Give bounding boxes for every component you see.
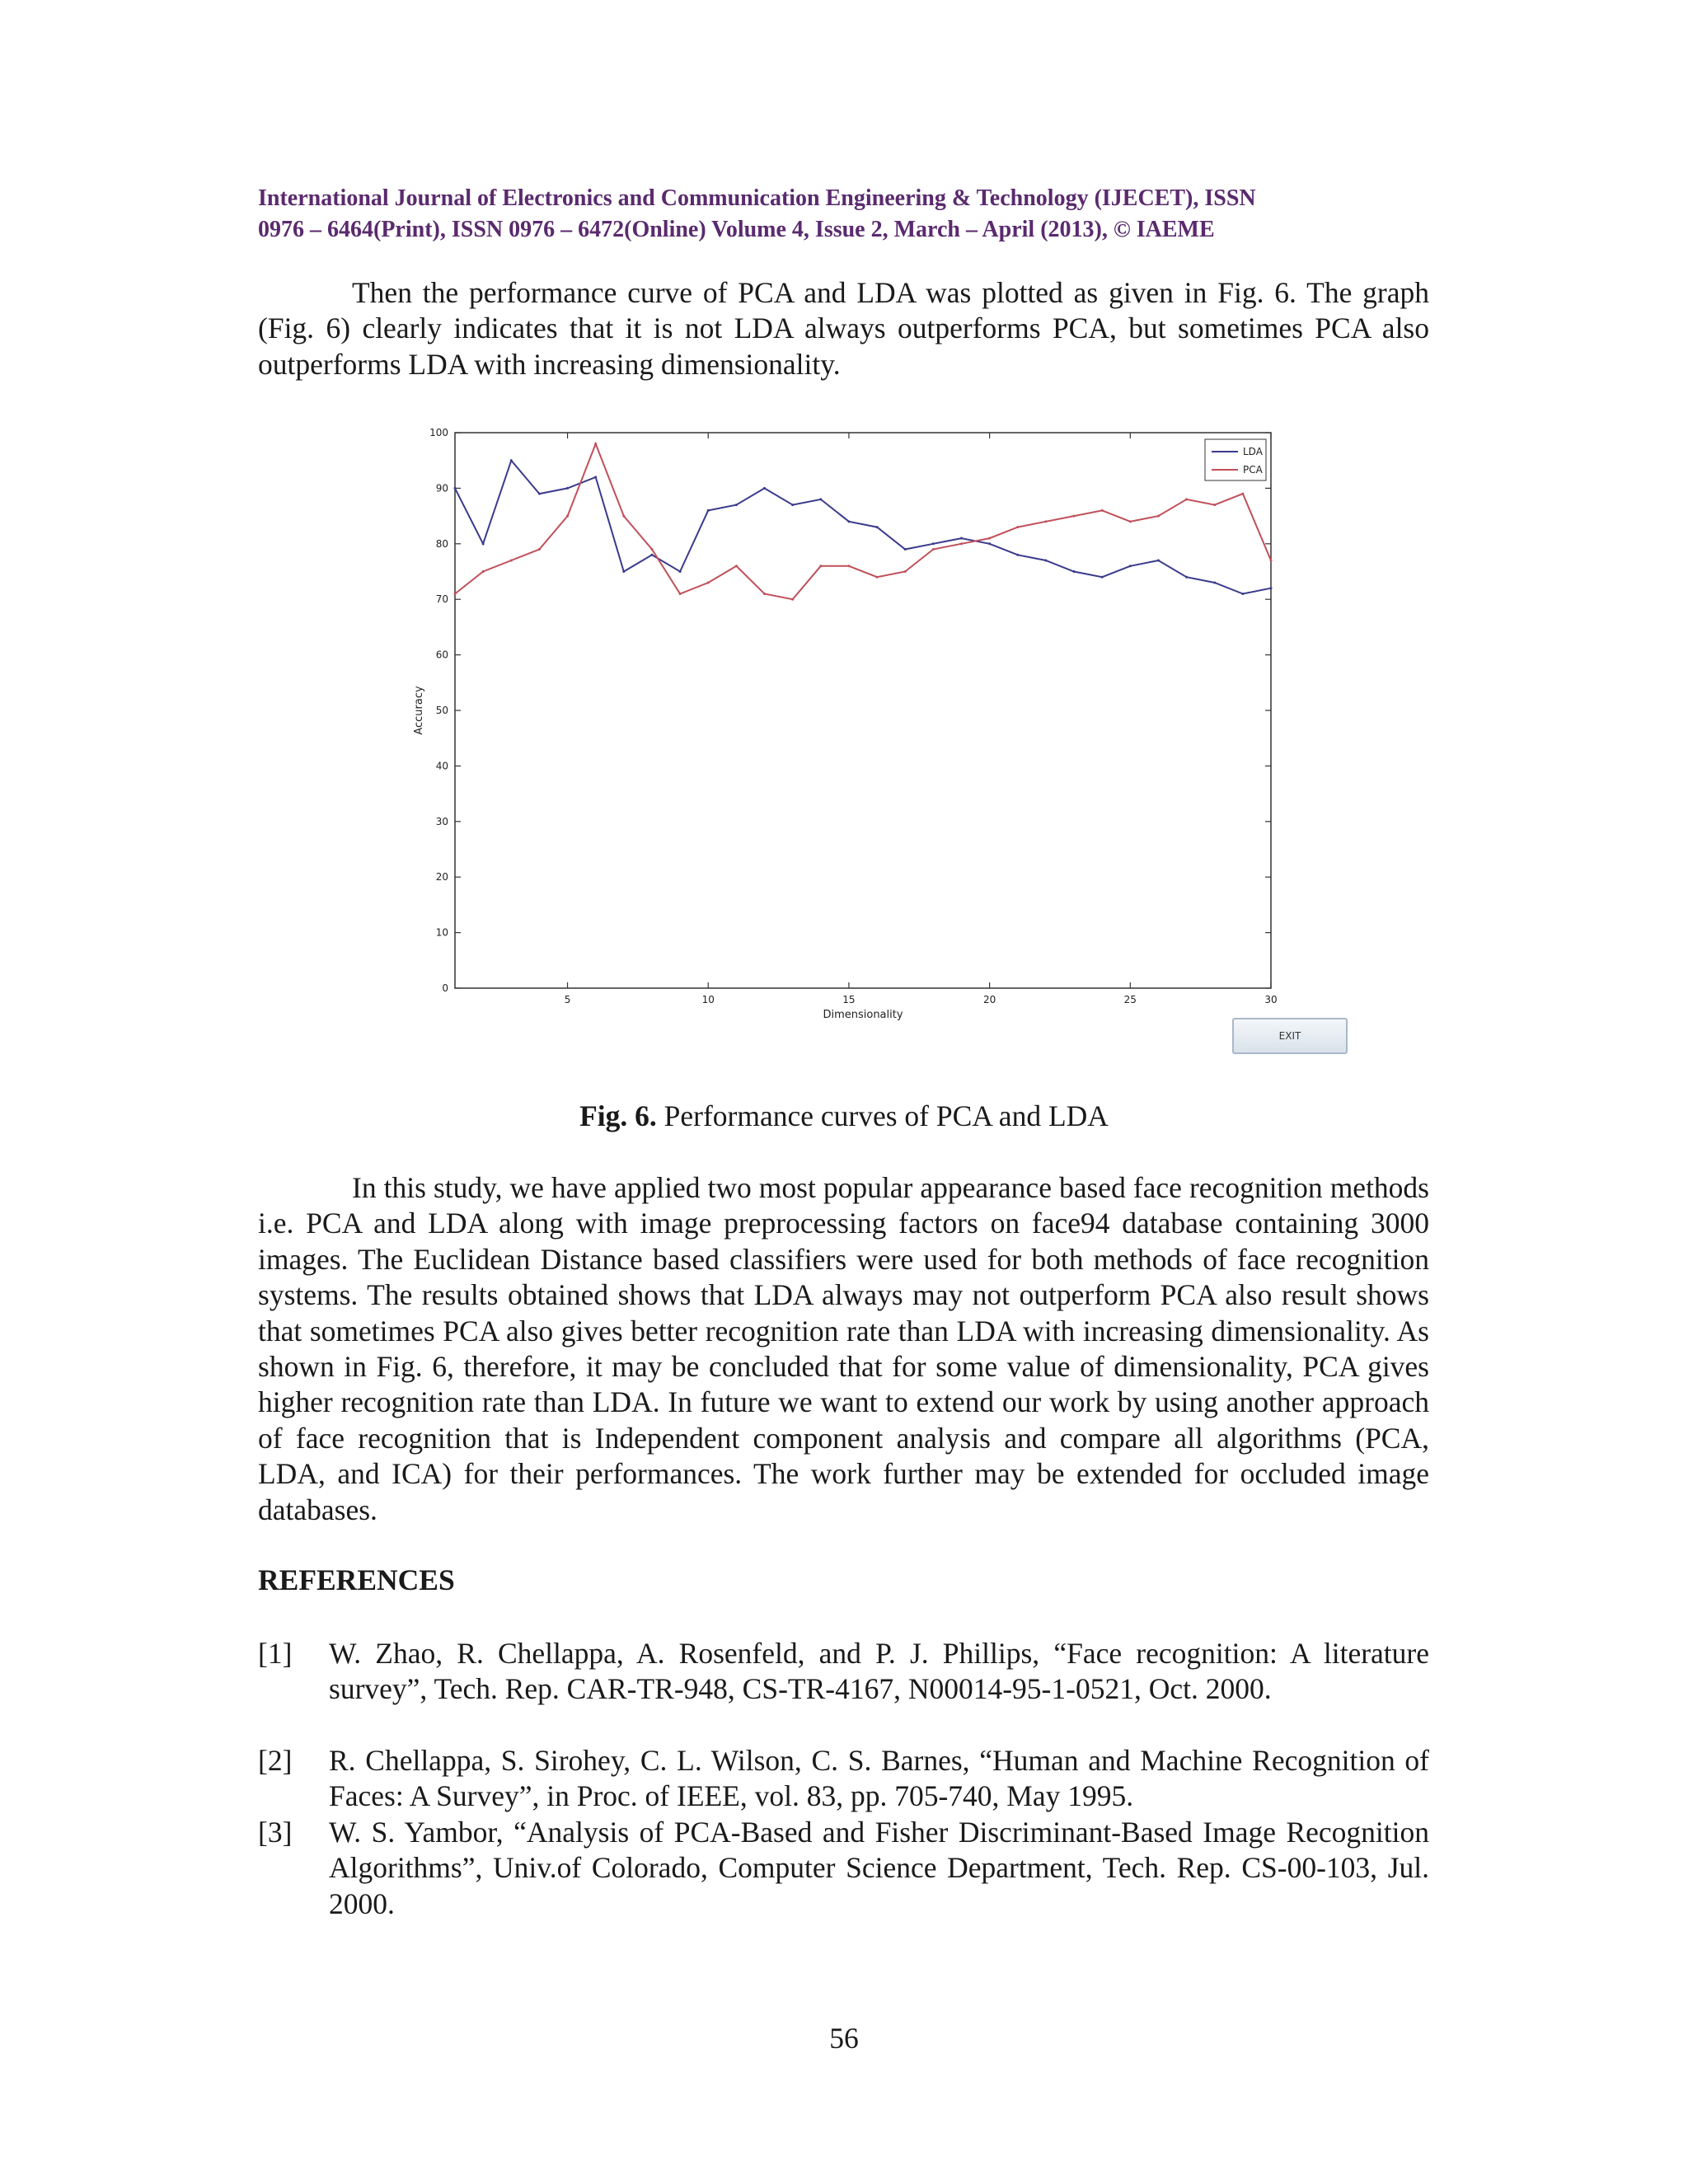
data-point-lda [1270, 587, 1273, 589]
data-point-pca [988, 537, 991, 540]
y-tick-label: 20 [435, 871, 448, 883]
reference-number: [2] [258, 1744, 293, 1777]
data-point-lda [482, 542, 485, 545]
data-point-pca [650, 548, 653, 551]
reference-text: W. Zhao, R. Chellappa, A. Rosenfeld, and P. J. Phillips, “Face recognition: A literature survey”, Tech. Rep. CAR-TR-948, CS-TR-4167, N00014-95-1-0521, Oct. 2000. [329, 1637, 1429, 1706]
legend-label-lda: LDA [1243, 446, 1263, 457]
data-point-lda [847, 520, 850, 523]
legend-label-pca: PCA [1243, 464, 1263, 476]
data-point-pca [1016, 526, 1019, 528]
y-tick-label: 100 [429, 427, 448, 438]
data-point-pca [876, 576, 879, 579]
data-point-pca [622, 515, 625, 518]
exit-button[interactable]: EXIT [1232, 1018, 1348, 1054]
performance-chart [404, 416, 1376, 1059]
data-point-lda [679, 570, 682, 573]
data-point-pca [1241, 493, 1244, 495]
data-point-pca [1129, 520, 1132, 523]
y-tick-label: 30 [435, 815, 448, 827]
figure-caption [0, 1098, 1688, 1134]
data-point-pca [1270, 560, 1273, 562]
data-point-pca [594, 443, 597, 445]
data-point-pca [904, 570, 907, 573]
reference-number: [1] [258, 1637, 293, 1670]
x-tick-label: 25 [1123, 994, 1137, 1005]
data-point-lda [1044, 560, 1047, 562]
data-point-pca [510, 560, 513, 562]
y-axis-label: Accuracy [413, 686, 425, 735]
journal-header-line-2: 0976 – 6464(Print), ISSN 0976 – 6472(Online) Volume 4, Issue 2, March – April (2013), © IAEME [258, 217, 1215, 242]
reference-number: [3] [258, 1816, 293, 1849]
data-point-pca [1213, 504, 1216, 506]
data-point-lda [876, 526, 879, 528]
data-point-pca [1101, 509, 1104, 512]
y-tick-label: 0 [442, 982, 448, 994]
data-point-lda [1129, 565, 1132, 567]
y-tick-label: 40 [435, 760, 448, 772]
reference-item [258, 1636, 1429, 1708]
intro-paragraph [258, 275, 1429, 382]
data-point-pca [482, 570, 485, 573]
data-point-lda [538, 493, 541, 495]
data-point-pca [847, 565, 850, 567]
data-point-lda [904, 548, 907, 551]
data-point-lda [454, 487, 457, 490]
y-tick-label: 60 [435, 649, 448, 661]
x-tick-label: 20 [982, 994, 996, 1005]
data-point-pca [763, 593, 766, 595]
intro-paragraph-text: Then the performance curve of PCA and LDA was plotted as given in Fig. 6. The graph (Fig. 6) clearly indicates that it is not LDA always outperforms PCA, but sometimes PCA also outperforms LDA with increasing dimensionality. [258, 276, 1429, 381]
data-point-lda [1185, 576, 1188, 579]
data-point-pca [1185, 498, 1188, 500]
data-point-lda [988, 542, 991, 545]
data-point-lda [932, 542, 935, 545]
data-point-pca [1073, 515, 1076, 518]
data-point-pca [1044, 520, 1047, 523]
x-tick-label: 30 [1264, 994, 1278, 1005]
data-point-pca [791, 598, 794, 601]
figure-caption-text: Performance curves of PCA and LDA [663, 1099, 1109, 1132]
data-point-lda [1157, 560, 1160, 562]
data-point-lda [510, 459, 513, 462]
x-tick-label: 10 [701, 994, 715, 1005]
conclusion-paragraph [258, 1170, 1429, 1528]
data-point-pca [1157, 515, 1160, 518]
data-point-lda [1213, 581, 1216, 583]
journal-header [258, 183, 1428, 246]
data-point-lda [819, 498, 822, 500]
y-tick-label: 80 [435, 537, 448, 550]
data-point-pca [454, 593, 457, 595]
data-point-pca [960, 542, 963, 545]
conclusion-paragraph-text: In this study, we have applied two most popular appearance based face recognition methods i.e. PCA and LDA along with image preprocessing factors on face94 database containing 3000 images. The Euclidean Distance based classifiers were used for both methods of face recognition systems. The results obtained shows that LDA always may not outperform PCA also result shows that sometimes PCA also gives better recognition rate than LDA with increasing dimensionality. As shown in Fig. 6, therefore, it may be concluded that for some value of dimensionality, PCA gives higher recognition rate than LDA. In future we want to extend our work by using another approach of face recognition that is Independent component analysis and compare all algorithms (PCA, LDA, and ICA) for their performances. The work further may be extended for occluded image databases. [258, 1171, 1429, 1526]
data-point-lda [707, 509, 710, 512]
data-point-lda [791, 504, 794, 506]
data-point-lda [1016, 554, 1019, 556]
reference-item [258, 1743, 1429, 1815]
data-point-lda [763, 487, 766, 490]
data-point-lda [960, 537, 963, 540]
data-point-lda [594, 476, 597, 478]
x-tick-label: 5 [564, 994, 571, 1005]
y-tick-label: 50 [435, 705, 448, 716]
figure-6 [404, 416, 1376, 1059]
data-point-pca [679, 593, 682, 595]
data-point-pca [538, 548, 541, 551]
y-tick-label: 10 [435, 926, 448, 939]
x-axis-label: Dimensionality [823, 1009, 903, 1021]
data-point-pca [707, 581, 710, 583]
reference-item [258, 1815, 1429, 1922]
reference-text: R. Chellappa, S. Sirohey, C. L. Wilson, C. S. Barnes, “Human and Machine Recognition of Faces: A Survey”, in Proc. of IEEE, vol. 83, pp. 705-740, May 1995. [329, 1744, 1429, 1813]
data-point-pca [932, 548, 935, 551]
data-point-lda [566, 487, 569, 490]
data-point-lda [1073, 570, 1076, 573]
page-number: 56 [829, 2022, 859, 2055]
data-point-pca [566, 515, 569, 518]
journal-header-line-1: International Journal of Electronics and Communication Engineering & Technology (IJECET), ISSN [258, 185, 1256, 211]
data-point-lda [1241, 593, 1244, 595]
data-point-lda [1101, 576, 1104, 579]
data-point-pca [735, 565, 738, 567]
y-tick-label: 90 [435, 482, 448, 494]
references-heading: REFERENCES [258, 1563, 455, 1596]
data-point-lda [735, 504, 738, 506]
reference-text: W. S. Yambor, “Analysis of PCA-Based and Fisher Discriminant-Based Image Recognition Algorithms”, Univ.of Colorado, Computer Science Department, Tech. Rep. CS-00-103, Jul. 2000. [329, 1816, 1429, 1920]
y-tick-label: 70 [435, 593, 448, 606]
x-tick-label: 15 [842, 994, 856, 1005]
data-point-lda [622, 570, 625, 573]
figure-caption-label: Fig. 6. [579, 1099, 657, 1132]
data-point-pca [819, 565, 822, 567]
data-point-lda [650, 554, 653, 556]
plot-area [455, 433, 1271, 988]
